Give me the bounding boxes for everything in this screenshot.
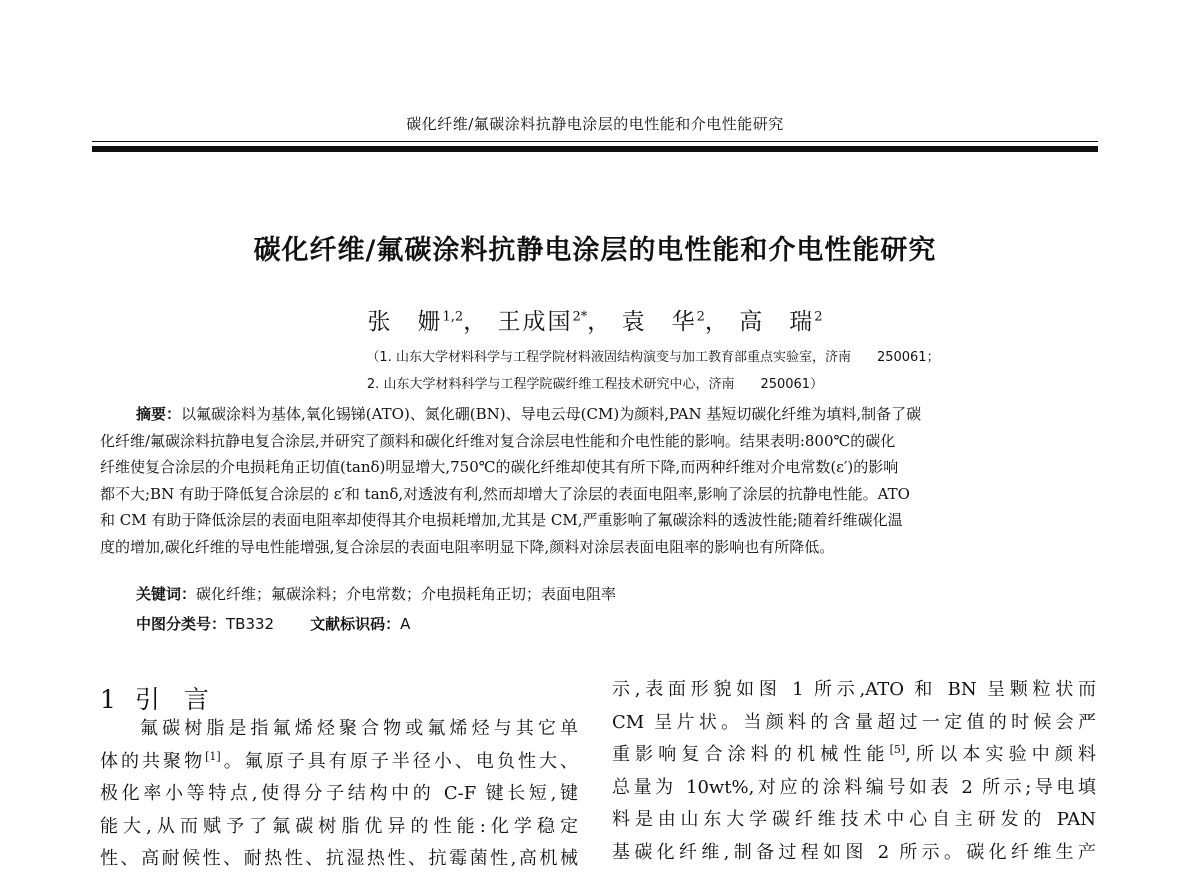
body-line: 体的共聚物[1]。氟原子具有原子半径小、电负性大、 [100, 749, 578, 772]
abstract-line: 都不大;BN 有助于降低复合涂层的 ε′和 tanδ,对透波有利,然而却增大了涂层的表面电阻率,影响了涂层的抗静电性能。ATO [100, 484, 910, 503]
keywords-text: 碳化纤维；氟碳涂料；介电常数；介电损耗角正切；表面电阻率 [196, 585, 617, 603]
header-rule-thin [92, 141, 1098, 142]
keywords [136, 583, 616, 604]
clc-value: TB332 [226, 615, 275, 633]
abstract-line: 化纤维/氟碳涂料抗静电复合涂层,并研究了颜料和碳化纤维对复合涂层电性能和介电性能的影响。结果表明:800℃的碳化 [100, 431, 896, 450]
header-rule-thick [92, 146, 1098, 152]
abstract-label: 摘要： [136, 405, 182, 423]
author-1: 张 姗 [367, 309, 443, 335]
body-line: 氟碳树脂是指氟烯烃聚合物或氟烯烃与其它单 [140, 718, 578, 739]
author-3: 袁 华 [621, 309, 697, 335]
author-1-affil: 1,2 [442, 309, 464, 325]
affiliation-2: 2. 山东大学材料科学与工程学院碳纤维工程技术研究中心，济南 250061） [366, 377, 824, 392]
clc-label: 中图分类号： [136, 615, 227, 633]
body-line: 极化率小等特点,使得分子结构中的 C-F 键长短,键 [100, 783, 578, 804]
body-line: CM 呈片状。当颜料的含量超过一定值的时候会严 [612, 711, 1096, 733]
body-line: 能大,从而赋予了氟碳树脂优异的性能:化学稳定 [100, 815, 578, 837]
section-heading [100, 680, 233, 716]
body-line: 性、高耐候性、耐热性、抗湿热性、抗霉菌性,高机械 [100, 848, 578, 869]
citation-ref[interactable]: [5] [889, 743, 906, 756]
body-line: 示,表面形貌如图 1 所示,ATO 和 BN 呈颗粒状而 [612, 679, 1096, 700]
body-line: 料是由山东大学碳纤维技术中心自主研发的 PAN [612, 809, 1096, 830]
abstract-line: 度的增加,碳化纤维的导电性能增强,复合涂层的表面电阻率明显下降,颜料对涂层表面电阻率的影响也有所降低。 [100, 537, 835, 556]
author-2-affil: 2* [572, 309, 588, 325]
body-column-left [100, 713, 578, 876]
body-line: 基碳化纤维,制备过程如图 2 所示。碳化纤维生产 [612, 841, 1096, 863]
author-3-affil: 2 [696, 309, 705, 325]
body-line: 重影响复合涂料的机械性能[5],所以本实验中颜料 [612, 743, 1096, 765]
paper-title: 碳化纤维/氟碳涂料抗静电涂层的电性能和介电性能研究 [253, 235, 937, 266]
section-title: 引言 [134, 685, 233, 714]
body-line: 总量为 10wt%,对应的涂料编号如表 2 所示;导电填 [612, 776, 1096, 798]
abstract-line: 和 CM 有助于降低涂层的表面电阻率却使得其介电损耗增加,尤其是 CM,严重影响了氟碳涂料的透波性能;随着纤维碳化温 [100, 511, 903, 529]
abstract-line: 纤维使复合涂层的介电损耗角正切值(tanδ)明显增大,750℃的碳化纤维却使其有所下降,而两种纤维对介电常数(ε′)的影响 [100, 458, 899, 476]
abstract-line: 摘要：以氟碳涂料为基体,氧化锡锑(ATO)、氮化硼(BN)、导电云母(CM)为颜料,PAN 基短切碳化纤维为填料,制备了碳 [136, 405, 922, 423]
running-header: 碳化纤维/氟碳涂料抗静电涂层的电性能和介电性能研究 [406, 115, 784, 133]
abstract [100, 401, 1092, 560]
citation-ref[interactable]: [1] [205, 749, 221, 763]
affiliation-1: （1. 山东大学材料科学与工程学院材料液固结构演变与加工教育部重点实验室，济南 250061； [366, 350, 940, 365]
doc-code-value: A [400, 615, 411, 633]
author-4-affil: 2 [814, 309, 823, 325]
classification [136, 613, 410, 634]
author-list: 张 姗$^{1,2}$， 王成国$^{2*}$， 袁 华$^2$， 高 瑞$^2$ [367, 309, 823, 335]
section-number: 1 [100, 685, 117, 714]
body-column-right [612, 674, 1096, 869]
author-2: 王成国 [497, 309, 573, 335]
keywords-label: 关键词： [136, 585, 197, 603]
doc-code-label: 文献标识码： [310, 615, 401, 633]
author-4: 高 瑞 [739, 309, 815, 335]
